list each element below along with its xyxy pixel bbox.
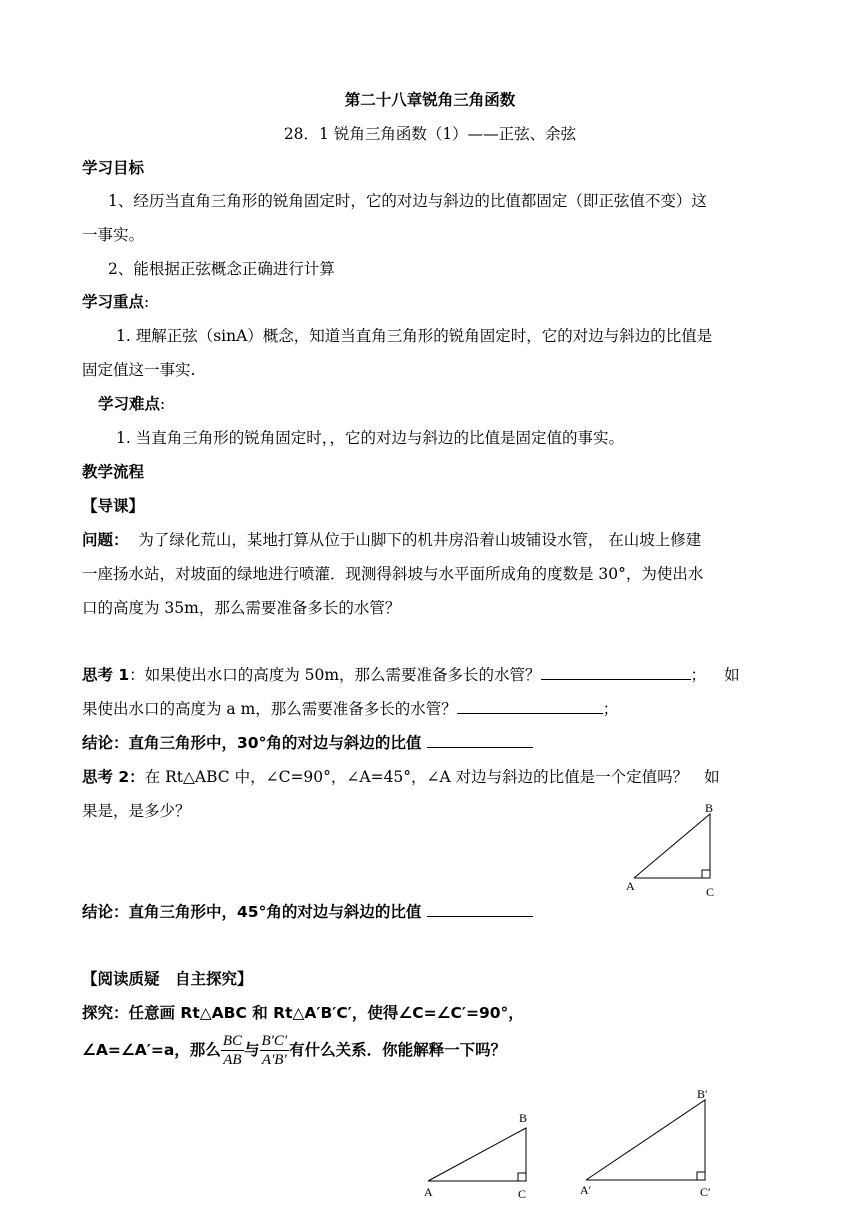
explore-text-c: 有什么关系．你能解释一下吗？	[289, 1041, 507, 1059]
triangle-1-right-angle-mark	[702, 870, 710, 878]
intro-heading: 【导课】	[82, 497, 145, 515]
conclusion-1-text: 结论：直角三角形中，30°角的对边与斜边的比值	[82, 734, 422, 752]
triangle-3-label-b: B′	[697, 1087, 708, 1101]
triangle-2-label-b: B	[519, 1111, 528, 1125]
conclusion-2-blank[interactable]	[427, 902, 533, 917]
think1-answer-blank-2[interactable]	[457, 699, 603, 714]
think2-text-1: 在 Rt△ABC 中，∠C=90°，∠A=45°，∠A 对边与斜边的比值是一个定值吗？	[144, 768, 689, 786]
section-subtitle: 28．1 锐角三角函数（1）——正弦、余弦	[283, 125, 577, 143]
chapter-title: 第二十八章锐角三角函数	[344, 91, 516, 109]
key-points-heading-row	[82, 291, 149, 313]
conclusion-2	[82, 901, 533, 923]
goal-item-1-line-2: 一事实。	[82, 226, 145, 244]
triangle-figure-2	[418, 1106, 548, 1210]
triangle-3-outline	[586, 1100, 705, 1180]
triangle-2-outline	[428, 1128, 526, 1181]
flow-heading: 教学流程	[82, 463, 145, 481]
difficulties-heading-row	[98, 393, 165, 415]
fraction-2-numerator: B'C'	[261, 1033, 288, 1049]
triangle-2-right-angle-mark	[518, 1173, 526, 1181]
fraction-1-numerator: BC	[222, 1033, 242, 1049]
think2-line-2: 果是，是多少？	[82, 802, 191, 820]
problem-text-1: 为了绿化荒山，某地打算从位于山脚下的机井房沿着山坡铺设水管， 在山坡上修建	[138, 531, 702, 549]
difficulties-colon: :	[160, 395, 166, 413]
triangle-1-label-b: B	[705, 801, 714, 815]
triangle-3-label-c: C′	[700, 1185, 711, 1199]
fraction-b1c1-over-a1b1	[260, 1032, 290, 1069]
think1-line-2	[82, 698, 618, 720]
think1-text-1: ：如果使出水口的高度为 50m，那么需要准备多长的水管？	[129, 666, 541, 684]
conclusion-2-text: 结论：直角三角形中，45°角的对边与斜边的比值	[82, 903, 422, 921]
triangle-1-label-a: A	[626, 879, 635, 893]
triangle-2-label-a: A	[424, 1185, 433, 1199]
explore-line-2	[82, 1030, 506, 1070]
problem-line-3: 口的高度为 35m，那么需要准备多长的水管？	[82, 599, 401, 617]
reading-heading: 【阅读质疑 自主探究】	[82, 970, 253, 988]
triangle-3-label-a: A′	[580, 1183, 592, 1197]
problem-label: 问题：	[82, 531, 129, 549]
conclusion-1-blank[interactable]	[427, 733, 533, 748]
fraction-2-denominator: A'B'	[261, 1052, 287, 1068]
triangle-2-label-c: C	[518, 1187, 527, 1201]
conclusion-1	[82, 732, 533, 754]
goals-heading: 学习目标	[82, 159, 145, 177]
explore-text-a: ∠A=∠A′=a，那么	[82, 1041, 221, 1059]
think2-line-1	[82, 766, 720, 788]
explore-text-b: 与	[243, 1041, 260, 1059]
key-point-item-1-line-1: 1. 理解正弦（sinA）概念，知道当直角三角形的锐角固定时，它的对边与斜边的比值是	[116, 327, 713, 345]
key-point-item-1-line-2: 固定值这一事实.	[82, 361, 196, 379]
problem-line-1	[82, 529, 701, 551]
key-points-colon: :	[144, 293, 150, 311]
explore-line-1: 探究：任意画 Rt△ABC 和 Rt△A′B′C′，使得∠C=∠C′=90°，	[82, 1004, 524, 1022]
think2-text-1-end: 如	[704, 768, 720, 786]
triangle-figure-3	[572, 1084, 722, 1210]
key-points-heading: 学习重点	[82, 293, 145, 311]
think1-separator-1: ；	[690, 666, 707, 684]
fraction-1-denominator: AB	[223, 1052, 242, 1068]
triangle-1-outline	[634, 814, 710, 878]
think1-answer-blank-1[interactable]	[541, 665, 691, 680]
triangle-3-right-angle-mark	[697, 1172, 705, 1180]
think1-text-2: 果使出水口的高度为 a m，那么需要准备多长的水管？	[82, 700, 457, 718]
difficulty-item-1: 1. 当直角三角形的锐角固定时，，它的对边与斜边的比值是固定值的事实。	[116, 429, 624, 447]
triangle-1-label-c: C	[706, 885, 715, 899]
triangle-figure-1	[620, 798, 730, 902]
think1-line-1	[82, 664, 740, 686]
think1-label: 思考 1	[82, 666, 130, 684]
think1-separator-2: ；	[602, 700, 619, 718]
think1-text-1-end: 如	[724, 666, 740, 684]
problem-line-2: 一座扬水站，对坡面的绿地进行喷灌．现测得斜坡与水平面所成角的度数是 30°，为使出水	[82, 565, 704, 583]
goal-item-1-line-1: 1、经历当直角三角形的锐角固定时，它的对边与斜边的比值都固定（即正弦值不变）这	[108, 192, 707, 210]
fraction-bc-over-ab	[221, 1032, 244, 1069]
difficulties-heading: 学习难点	[98, 395, 161, 413]
goal-item-2: 2、能根据正弦概念正确进行计算	[108, 260, 335, 278]
think2-label: 思考 2：	[82, 768, 145, 786]
